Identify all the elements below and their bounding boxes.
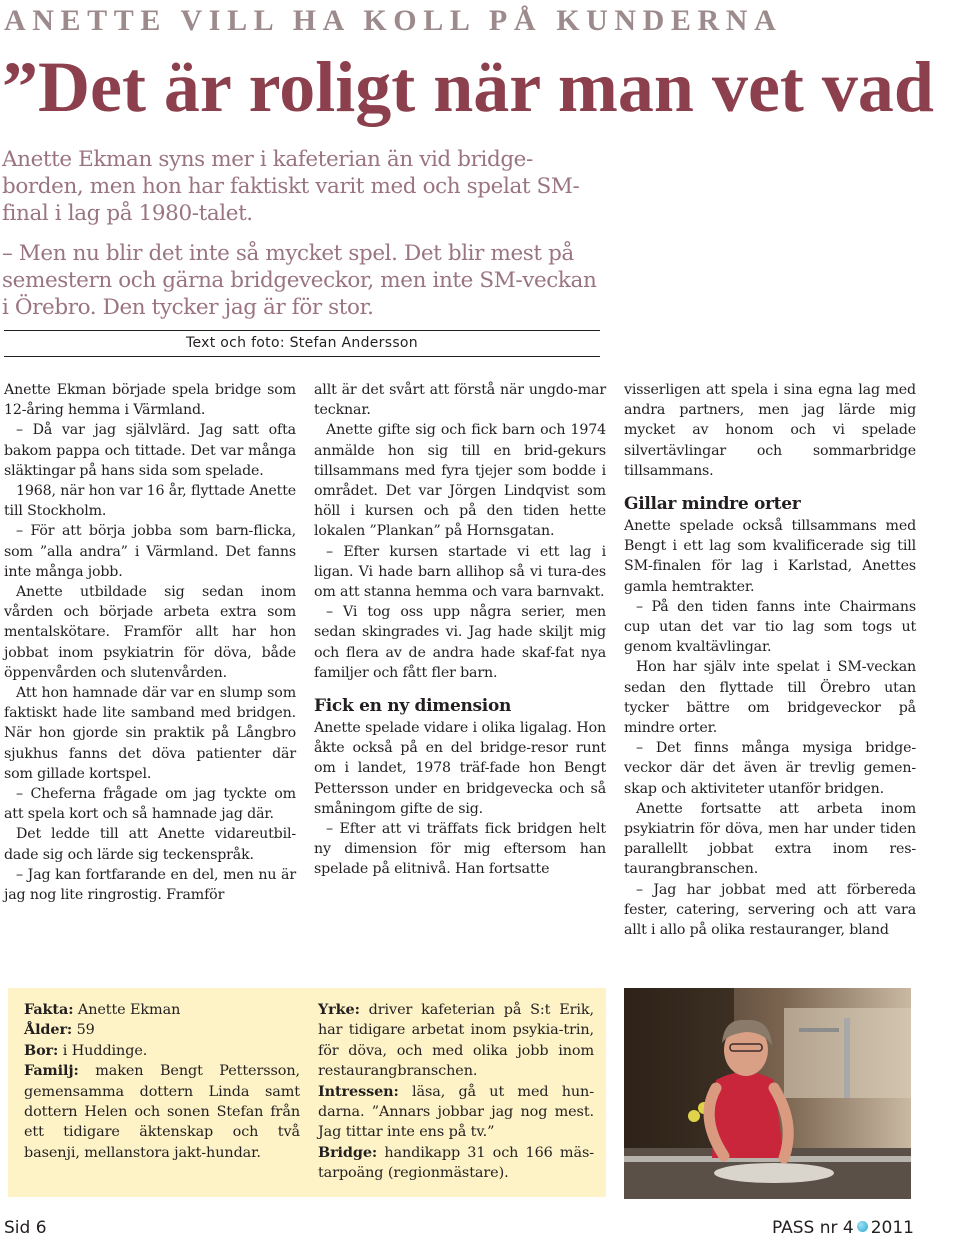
body-paragraph: Anette Ekman började spela bridge som 12-åring hemma i Värmland. [4, 382, 296, 419]
article-column-1 [4, 380, 296, 905]
body-paragraph: Att hon hamnade där var en slump som faktiskt hade lite samband med bridgen. När hon gjorde sin praktik på Långbro sjukhus fanns det döva patienter där som gillade kortspel. [4, 685, 296, 782]
fact-line [318, 1082, 594, 1143]
article-column-2 [314, 380, 606, 880]
fact-label: Yrke: [318, 1001, 360, 1018]
subheading: Fick en ny dimension [314, 696, 512, 717]
body-paragraph: visserligen att spela i sina egna lag med andra partners, men jag lärde mig mycket av honom och vi spelade silvertävlingar och sommarbridge tillsammans. [624, 382, 916, 479]
kicker: ANETTE VILL HA KOLL PÅ KUNDERNA [4, 4, 783, 37]
issue-label: PASS nr 4 [771, 1218, 854, 1238]
fact-value: handikapp 31 och 166 mäs-tarpoäng (regionmästare). [318, 1144, 594, 1182]
issue-info [772, 1218, 914, 1238]
ingress-paragraph: Anette Ekman syns mer i kafeterian än vid bridge-borden, men hon har faktiskt varit med och spelat SM-final i lag på 1980-talet. [2, 147, 580, 226]
body-paragraph: Anette spelade vidare i olika ligalag. Hon åkte också på en del bridge-resor runt om i landet, 1978 träf-fade hon Bengt Pettersson under en bridgevecka och så småningom gifte de sig. [314, 720, 606, 817]
byline: Text och foto: Stefan Andersson [4, 330, 600, 357]
fact-value: i Huddinge. [58, 1042, 148, 1059]
fact-line [318, 1143, 594, 1184]
issue-year: 2011 [870, 1218, 914, 1238]
body-paragraph: Anette gifte sig och fick barn och 1974 anmälde hon sig till en brid-gekurs tillsammans med fyra tjejer som bodde i området. Det var Jörgen Lindqvist som höll i kursen och på den tiden hette lokalen ”Plankan” på Hornsgatan. [314, 422, 606, 540]
fact-label: Intressen: [318, 1082, 399, 1100]
body-paragraph: – Vi tog oss upp några serier, men sedan skingrades vi. Jag hade skiljt mig och flera av de andra hade skaf-fat nya familjer och fått fler barn. [314, 604, 606, 681]
fact-value: maken Bengt Pettersson, gemensamma dottern Linda samt dottern Helen och sonen Stefan från ett tidigare äktenskap och två basenji, mellanstora jakt-hundar. [24, 1063, 300, 1161]
ingress [2, 146, 602, 321]
dot-icon [857, 1221, 868, 1232]
fact-label: Bridge: [318, 1143, 378, 1161]
fact-label: Fakta: [24, 1001, 74, 1018]
body-paragraph: 1968, när hon var 16 år, flyttade Anette till Stockholm. [4, 483, 296, 520]
subheading: Gillar mindre orter [624, 494, 801, 515]
body-paragraph: – Det finns många mysiga bridge-veckor där det även är trevlig gemen-skap och aktiviteter utanför bridgen. [624, 740, 916, 797]
fact-column-left [24, 1000, 300, 1163]
fact-value: Anette Ekman [73, 1002, 181, 1018]
body-paragraph: Hon har själv inte spelat i SM-veckan sedan den flyttade till Örebro utan tycker bättre om bridgeveckor på mindre orter. [624, 659, 916, 737]
fact-label: Bor: [24, 1041, 59, 1059]
fact-value: driver kafeterian på S:t Erik, har tidigare arbetat inom psykia-trin, för döva, och med olika jobb inom restaurangbranschen. [318, 1002, 594, 1080]
body-paragraph: – Efter att vi träffats fick bridgen helt ny dimension för mig eftersom han spelade på elitnivå. Han fortsatte [314, 821, 606, 878]
body-paragraph: Det ledde till att Anette vidareutbil-dade sig och lärde sig teckenspråk. [4, 826, 296, 863]
body-paragraph: – På den tiden fanns inte Chairmans cup utan det var tio lag som togs ut genom kvaltävlingar. [624, 598, 916, 656]
fact-value: läsa, gå ut med hun-darna. ”Annars jobbar jag nog mest. Jag tittar inte ens på tv.” [318, 1083, 594, 1141]
fact-label: Ålder: [24, 1021, 73, 1039]
page-number: Sid 6 [4, 1218, 47, 1238]
body-paragraph: Anette utbildade sig sedan inom vården och började arbeta extra som mentalskötare. Framför allt har hon jobbat inom psykiatrin för döva, både öppenvården och slutenvården. [4, 584, 296, 681]
ingress-paragraph: – Men nu blir det inte så mycket spel. Det blir mest på semestern och gärna bridgeveckor, men inte SM-veckan i Örebro. Den tycker jag är för stor. [2, 241, 597, 320]
fact-box [8, 988, 606, 1197]
fact-column-right [318, 1000, 594, 1184]
body-paragraph: – Cheferna frågade om jag tyckte om att spela kort och så hamnade jag där. [4, 786, 296, 823]
fact-line [24, 1061, 300, 1163]
body-paragraph: – Då var jag självlärd. Jag satt ofta bakom pappa och tittade. Det var många släktingar på hans sida som spelade. [4, 422, 296, 479]
kitchen-photo-illustration [624, 988, 911, 1199]
article-column-3 [624, 380, 916, 940]
fact-line [318, 1000, 594, 1082]
body-paragraph: Anette spelade också tillsammans med Bengt i ett lag som kvalificerade sig till SM-finalen för lag i Karlstad, Anettes gamla hemtrakter. [624, 518, 916, 595]
fact-line [24, 1020, 300, 1040]
body-paragraph: allt är det svårt att förstå när ungdo-mar tecknar. [314, 382, 606, 419]
fact-line [24, 1000, 300, 1020]
body-paragraph: – Efter kursen startade vi ett lag i ligan. Vi hade barn allihop så vi tura-des om att stanna hemma och vara barnvakt. [314, 543, 606, 601]
photo-anette-in-kitchen [624, 988, 911, 1199]
fact-line [24, 1041, 300, 1061]
headline: ”Det är roligt när man vet vad [2, 47, 934, 127]
fact-label: Familj: [24, 1062, 79, 1080]
body-paragraph: – Jag har jobbat med att förbereda fester, catering, servering och att vara allt i allo på olika restauranger, bland [624, 881, 916, 939]
body-paragraph: – Jag kan fortfarande en del, men nu är jag nog lite ringrostig. Framför [4, 866, 296, 904]
fact-value: 59 [72, 1022, 95, 1039]
body-paragraph: – För att börja jobba som barn-flicka, som ”alla andra” i Värmland. Det fanns inte många jobb. [4, 523, 296, 580]
body-paragraph: Anette fortsatte att arbeta inom psykiatrin för döva, men har under tiden parallellt jobbat extra inom res-taurangbranschen. [624, 800, 916, 878]
